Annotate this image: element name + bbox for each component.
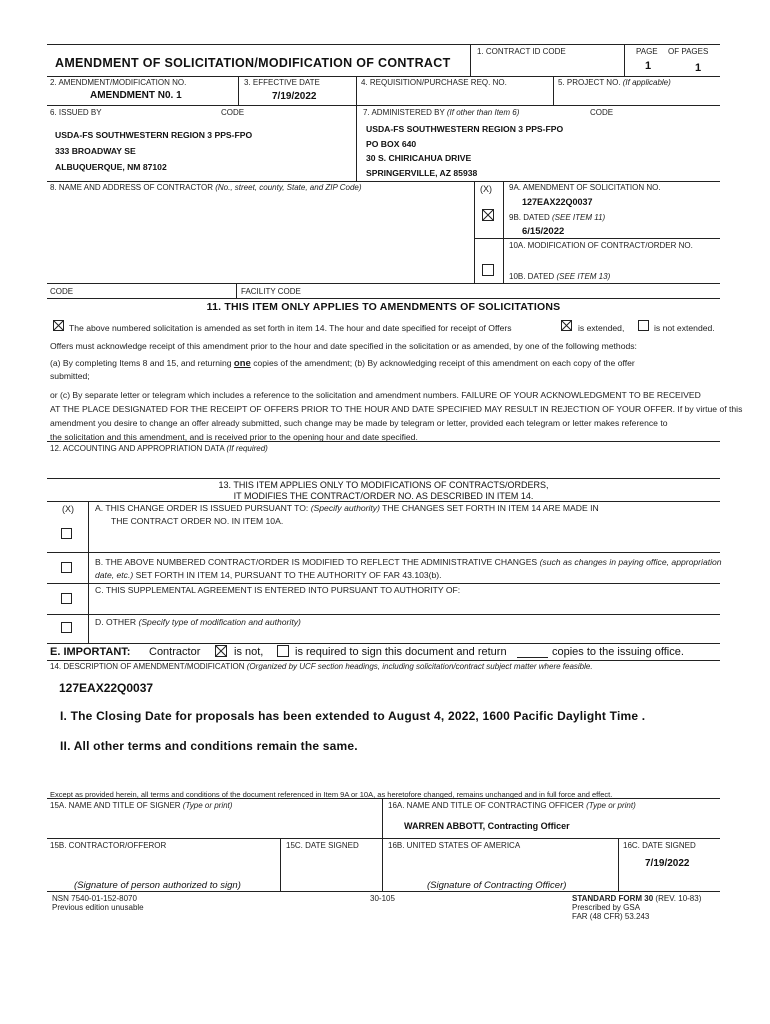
issued-code-label: CODE (221, 108, 245, 117)
divider (474, 181, 475, 283)
admin-code-label: CODE (590, 108, 614, 117)
option-a-checkbox[interactable] (61, 528, 72, 539)
form-top-border (47, 44, 720, 45)
item11-paragraph-c (50, 388, 742, 444)
address-line: SPRINGERVILLE, AZ 85938 (366, 167, 478, 178)
paragraph-line: amendment you desire to change an offer already submitted, such change may be made by telegram or letter, provided each telegram or letter makes reference to (50, 418, 668, 428)
divider (47, 838, 720, 839)
form-code: 30-105 (370, 894, 395, 903)
page-number: 1 (645, 60, 652, 72)
officer-signature-caption: (Signature of Contracting Officer) (427, 880, 567, 891)
divider (470, 44, 471, 77)
item11-line3-cont: submitted; (50, 371, 90, 381)
divider (47, 660, 720, 661)
option-c-checkbox[interactable] (61, 593, 72, 604)
checked-x-icon (54, 321, 63, 330)
paragraph-line: the solicitation and this amendment, and is received prior to the opening hour and date specified. (50, 432, 418, 442)
divider (47, 478, 720, 479)
description-line-2: II. All other terms and conditions remain the same. (60, 739, 358, 753)
contractor-date-label: 15C. DATE SIGNED (286, 841, 359, 850)
administered-by-address (366, 122, 563, 180)
of-pages-label: OF PAGES (668, 47, 709, 56)
far-reference: FAR (48 CFR) 53.243 (572, 912, 650, 921)
divider (280, 838, 281, 891)
important-contractor: Contractor (149, 646, 201, 658)
item11-line3: (a) By completing Items 8 and 15, and returning one copies of the amendment; (b) By acknowledging receipt of this amendment on each copy of the offer (50, 358, 635, 369)
divider (47, 552, 720, 553)
officer-name-label: 16A. NAME AND TITLE OF CONTRACTING OFFICER (Type or print) (388, 801, 636, 810)
officer-date-value: 7/19/2022 (645, 858, 690, 869)
item11-line1: The above numbered solicitation is amended as set forth in item 14. The hour and date specified for receipt of Offers (69, 323, 512, 333)
page-label: PAGE (636, 47, 658, 56)
is-extended-checkbox[interactable] (561, 320, 572, 331)
address-line: 30 S. CHIRICAHUA DRIVE (366, 153, 472, 163)
signer-name-label: 15A. NAME AND TITLE OF SIGNER (Type or print) (50, 801, 233, 810)
divider (236, 283, 237, 298)
standard-form-label: STANDARD FORM 30 (REV. 10-83) (572, 894, 702, 903)
checked-x-icon (562, 321, 571, 330)
address-line: USDA-FS SOUTHWESTERN REGION 3 PPS-FPO (366, 124, 564, 134)
contractor-signature-caption: (Signature of person authorized to sign) (74, 880, 241, 891)
dated-9b-label: 9B. DATED (SEE ITEM 11) (509, 213, 606, 222)
copies-label: copies to the issuing office. (552, 646, 684, 658)
item13-heading: 13. THIS ITEM APPLIES ONLY TO MODIFICATIONS OF CONTRACTS/ORDERS, IT MODIFIES THE CONTRACT/ORDER NO. AS DESCRIBED IN ITEM 14. (218, 480, 549, 501)
nsn-number: NSN 7540-01-152-8070 (52, 894, 137, 903)
item11-line2: Offers must acknowledge receipt of this amendment prior to the hour and date specified in the solicitation or as amended, by one of the following methods: (50, 341, 637, 351)
divider (47, 891, 720, 892)
divider (474, 238, 720, 239)
item13-option-a: A. THIS CHANGE ORDER IS ISSUED PURSUANT TO: (Specify authority) THE CHANGES SET FORTH IN ITEM 14 ARE MADE IN THE CONTRACT ORDER NO. IN ITEM 10A. (95, 503, 599, 526)
is-extended-label: is extended, (578, 323, 625, 333)
divider (47, 298, 720, 299)
facility-code-label: FACILITY CODE (241, 287, 301, 296)
divider (47, 105, 720, 106)
solicitation-amended-checkbox[interactable] (53, 320, 64, 331)
contractor-code-label: CODE (50, 287, 74, 296)
divider (618, 838, 619, 891)
not-extended-label: is not extended. (654, 323, 715, 333)
requisition-label: 4. REQUISITION/PURCHASE REQ. NO. (361, 78, 507, 87)
issued-by-label: 6. ISSUED BY (50, 108, 102, 117)
important-label: E. IMPORTANT: (50, 646, 131, 658)
form-title: AMENDMENT OF SOLICITATION/MODIFICATION OF CONTRACT (55, 56, 451, 70)
divider (47, 643, 720, 644)
except-statement: Except as provided herein, all terms and conditions of the document referenced in Item 9A or 10A, as heretofore changed, remains unchanged and in full force and effect. (50, 790, 613, 799)
effective-date-label: 3. EFFECTIVE DATE (244, 78, 320, 87)
is-required-label: is required to sign this document and return (295, 646, 507, 658)
address-line: PO BOX 640 (366, 138, 417, 149)
divider (356, 76, 357, 181)
prescribed-by: Prescribed by GSA (572, 903, 641, 912)
item13-option-b: B. THE ABOVE NUMBERED CONTRACT/ORDER IS MODIFIED TO REFLECT THE ADMINISTRATIVE CHANGES (such as changes in paying office, appropriation date, etc.) SET FORTH IN ITEM 14, PURSUANT TO THE AUTHORITY OF FAR 43.103(b). (95, 557, 722, 580)
description-solicitation-no: 127EAX22Q0037 (59, 681, 154, 695)
checked-x-icon (483, 210, 493, 220)
contractor-offeror-label: 15B. CONTRACTOR/OFFEROR (50, 841, 167, 850)
description-label: 14. DESCRIPTION OF AMENDMENT/MODIFICATION (Organized by UCF section headings, including solicitation/contract subject matter where feasible. (50, 662, 593, 671)
address-line: ALBUQUERQUE, NM 87102 (55, 162, 167, 172)
modification-contract-label: 10A. MODIFICATION OF CONTRACT/ORDER NO. (509, 241, 693, 250)
divider (624, 44, 625, 77)
copies-blank[interactable] (517, 657, 548, 658)
amendment-no-label: 2. AMENDMENT/MODIFICATION NO. (50, 78, 187, 87)
address-line: 333 BROADWAY SE (55, 146, 136, 156)
not-extended-checkbox[interactable] (638, 320, 649, 331)
officer-date-label: 16C. DATE SIGNED (623, 841, 696, 850)
officer-name-value: WARREN ABBOTT, Contracting Officer (404, 821, 570, 831)
is-required-checkbox[interactable] (277, 645, 289, 657)
contractor-label: 8. NAME AND ADDRESS OF CONTRACTOR (No., street, county, State, and ZIP Code) (50, 183, 362, 192)
divider (88, 501, 89, 644)
amendment-solicitation-label: 9A. AMENDMENT OF SOLICITATION NO. (509, 183, 661, 192)
checked-x-icon (216, 646, 226, 656)
dated-9b-value: 6/15/2022 (522, 226, 565, 237)
amendment-no-value: AMENDMENT N0. 1 (90, 90, 182, 101)
project-no-label: 5. PROJECT NO. (If applicable) (558, 78, 671, 87)
x-column-label: (X) (480, 184, 492, 194)
effective-date-value: 7/19/2022 (272, 91, 317, 102)
divider (47, 283, 720, 284)
dated-10b-label: 10B. DATED (SEE ITEM 13) (509, 272, 611, 281)
divider (553, 76, 554, 105)
item13-x-label: (X) (62, 504, 74, 514)
paragraph-line: or (c) By separate letter or telegram which includes a reference to the solicitation and amendment numbers. FAILURE OF YOUR ACKNOWLEDGMENT TO BE RECEIVED (50, 390, 701, 400)
divider (47, 181, 720, 182)
issued-by-address (55, 127, 252, 175)
united-states-label: 16B. UNITED STATES OF AMERICA (388, 841, 521, 850)
item9-checkbox[interactable] (482, 209, 494, 221)
address-line: USDA-FS SOUTHWESTERN REGION 3 PPS-FPO (55, 130, 253, 140)
amendment-solicitation-value: 127EAX22Q0037 (522, 197, 593, 207)
option-d-checkbox[interactable] (61, 622, 72, 633)
item10-checkbox[interactable] (482, 264, 494, 276)
item13-option-c: C. THIS SUPPLEMENTAL AGREEMENT IS ENTERED INTO PURSUANT TO AUTHORITY OF: (95, 585, 461, 595)
accounting-data-label: 12. ACCOUNTING AND APPROPRIATION DATA (If required) (50, 444, 268, 453)
paragraph-line: AT THE PLACE DESIGNATED FOR THE RECEIPT OF OFFERS PRIOR TO THE HOUR AND DATE SPECIFIED MAY RESULT IN REJECTION OF YOUR OFFER. If by virtue of this (50, 404, 743, 414)
administered-by-label: 7. ADMINISTERED BY (If other than Item 6) (363, 108, 520, 117)
divider (47, 76, 720, 77)
item11-heading: 11. THIS ITEM ONLY APPLIES TO AMENDMENTS OF SOLICITATIONS (206, 301, 561, 313)
contract-id-label: 1. CONTRACT ID CODE (477, 47, 566, 56)
previous-edition-note: Previous edition unusable (52, 903, 144, 912)
is-not-checkbox[interactable] (215, 645, 227, 657)
divider (382, 798, 383, 891)
description-line-1: I. The Closing Date for proposals has been extended to August 4, 2022, 1600 Pacific Daylight Time . (60, 709, 646, 723)
of-pages-number: 1 (695, 62, 702, 74)
is-not-label: is not, (234, 646, 264, 658)
item13-option-d: D. OTHER (Specify type of modification and authority) (95, 617, 301, 627)
option-b-checkbox[interactable] (61, 562, 72, 573)
divider (503, 181, 504, 283)
divider (238, 76, 239, 105)
